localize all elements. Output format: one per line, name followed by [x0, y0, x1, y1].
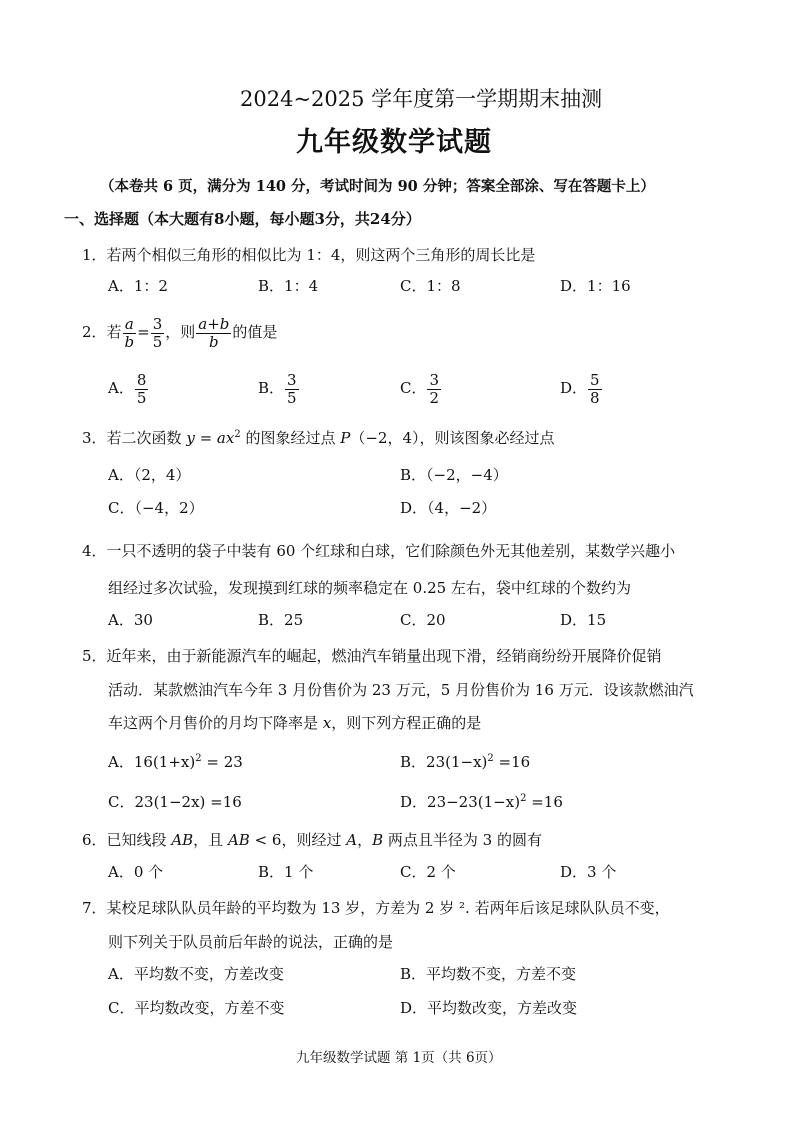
- question-1-stem: 1．若两个相似三角形的相似比为 1：4，则这两个三角形的周长比是: [82, 246, 536, 264]
- question-2-number: 2．若: [82, 323, 122, 341]
- question-2-mid: ，则: [165, 323, 196, 341]
- question-2-option-d: D． $\frac{5}{8}$: [560, 370, 600, 407]
- exam-instructions: （本卷共 6 页，满分为 140 分，考试时间为 90 分钟；答案全部涂、写在答题卡上）: [100, 178, 655, 195]
- question-5-option-a: A．$16(1+x)^2 = 23$: [108, 753, 243, 771]
- question-5-line-2: 活动．某款燃油汽车今年 3 月份售价为 23 万元，5 月份售价为 16 万元．设该款燃油汽: [108, 681, 694, 699]
- question-3-option-d: D．（4，−2）: [400, 499, 497, 517]
- question-2-option-a: A． $\frac{8}{5}$: [108, 370, 147, 407]
- question-2-stem: [82, 312, 277, 352]
- question-7-option-b: B．平均数不变，方差不变: [400, 965, 577, 983]
- question-5-option-b: B．$23(1-x)^2 =16$: [400, 753, 531, 771]
- question-4-option-a: A．30: [108, 611, 153, 629]
- fraction-a-plus-b-over-b: $\frac{a+b}{b}$: [198, 314, 230, 351]
- question-5-option-d: D．$23-23(1-x)^2 =16$: [400, 793, 563, 811]
- question-4-line-1: 4．一只不透明的袋子中装有 60 个红球和白球，它们除颜色外无其他差别，某数学兴趣小: [82, 542, 676, 560]
- question-4-option-c: C．20: [400, 611, 446, 629]
- question-6-option-d: D．3 个: [560, 863, 617, 881]
- fraction-3-over-5: $\frac{3}{5}$: [152, 314, 163, 351]
- section-heading: 一、选择题（本大题有8小题，每小题3分，共24分）: [64, 210, 421, 228]
- question-3-option-b: B．（−2，−4）: [400, 466, 508, 484]
- question-6-option-a: A．0 个: [108, 863, 164, 881]
- question-2-option-c: C． $\frac{3}{2}$: [400, 370, 440, 407]
- exam-term-title: 2024~2025 学年度第一学期期末抽测: [240, 87, 603, 111]
- question-6-option-b: B．1 个: [258, 863, 314, 881]
- question-5-line-3: 车这两个月售价的月均下降率是 x，则下列方程正确的是: [108, 714, 482, 732]
- equals-sign: =: [137, 323, 150, 341]
- question-5-option-c: C．23(1−2x) =16: [108, 793, 242, 811]
- fraction-a-over-b: $\frac{a}{b}$: [124, 314, 135, 351]
- question-1-option-b: B．1：4: [258, 277, 319, 295]
- question-6-stem: 6．已知线段 AB，且 AB < 6，则经过 A，B 两点且半径为 3 的圆有: [82, 831, 542, 849]
- question-3-option-c: C．（−4，2）: [108, 499, 204, 517]
- question-4-option-b: B．25: [258, 611, 304, 629]
- question-5-line-1: 5．近年来，由于新能源汽车的崛起，燃油汽车销量出现下滑，经销商纷纷开展降价促销: [82, 647, 662, 665]
- question-2-option-b: B． $\frac{3}{5}$: [258, 370, 297, 407]
- question-1-option-a: A．1：2: [108, 277, 168, 295]
- question-4-option-d: D．15: [560, 611, 607, 629]
- question-1-option-c: C．1：8: [400, 277, 461, 295]
- question-3-option-a: A．（2，4）: [108, 466, 191, 484]
- question-3-stem: 3．若二次函数 $y = ax^2$ 的图象经过点 P（−2，4），则该图象必经过点: [82, 429, 555, 447]
- question-4-line-2: 组经过多次试验，发现摸到红球的频率稳定在 0.25 左右，袋中红球的个数约为: [108, 579, 631, 597]
- question-6-option-c: C．2 个: [400, 863, 456, 881]
- exam-subject-title: 九年级数学试题: [296, 127, 492, 158]
- question-7-option-d: D．平均数改变，方差改变: [400, 999, 578, 1017]
- question-7-line-1: 7．某校足球队队员年龄的平均数为 13 岁，方差为 2 岁 ². 若两年后该足球队队员不变，: [82, 899, 670, 917]
- question-7-option-c: C．平均数改变，方差不变: [108, 999, 285, 1017]
- question-1-option-d: D．1：16: [560, 277, 631, 295]
- question-2-tail: 的值是: [232, 323, 278, 341]
- page-footer: 九年级数学试题 第 1页（共 6页）: [296, 1050, 502, 1066]
- question-7-line-2: 则下列关于队员前后年龄的说法，正确的是: [108, 933, 394, 951]
- question-7-option-a: A．平均数不变，方差改变: [108, 965, 284, 983]
